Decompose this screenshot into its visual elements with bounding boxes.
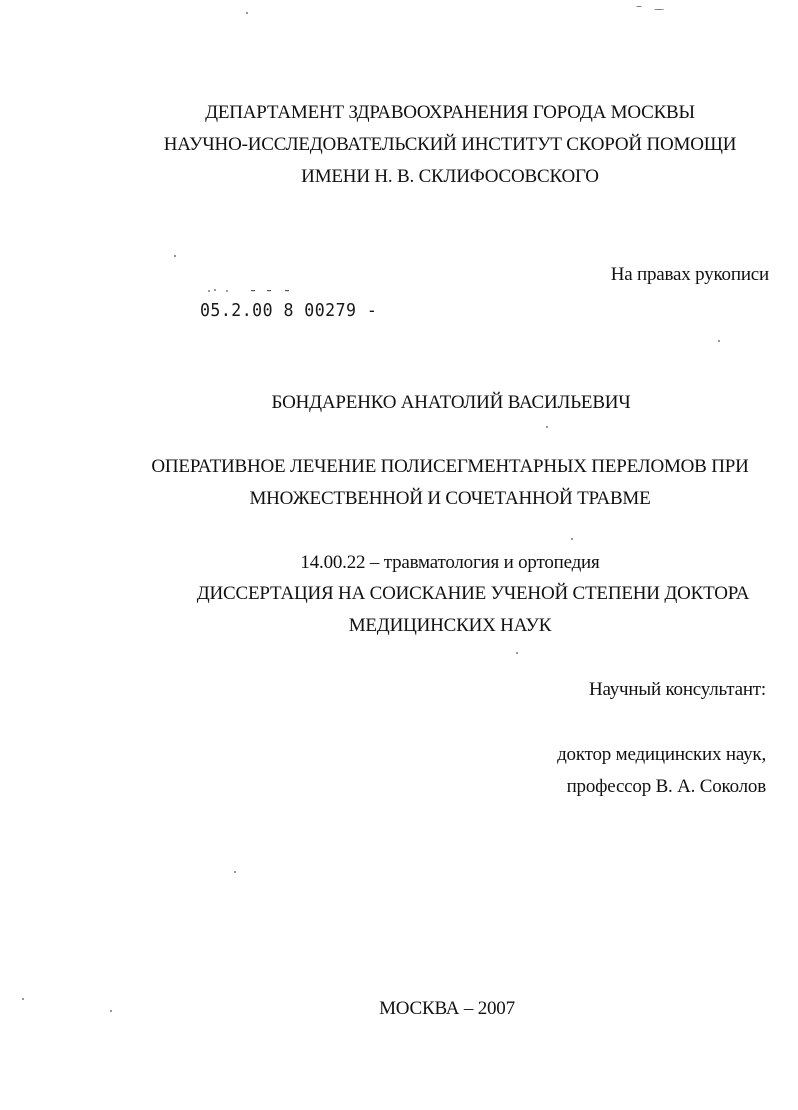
specialty: 14.00.22 – травматология и ортопедия — [300, 552, 600, 573]
consultant-degree: доктор медицинских наук, — [557, 744, 766, 765]
department-line: ДЕПАРТАМЕНТ ЗДРАВООХРАНЕНИЯ ГОРОДА МОСКВЫ — [205, 102, 695, 123]
scan-speck — [516, 652, 518, 654]
city-year: МОСКВА – 2007 — [379, 998, 515, 1019]
scan-speck — [22, 998, 24, 1000]
thesis-title-line-1: ОПЕРАТИВНОЕ ЛЕЧЕНИЕ ПОЛИСЕГМЕНТАРНЫХ ПЕРЕЛОМОВ ПРИ — [151, 456, 749, 477]
institute-name-line: ИМЕНИ Н. В. СКЛИФОСОВСКОГО — [301, 166, 599, 187]
author-name: БОНДАРЕНКО АНАТОЛИЙ ВАСИЛЬЕВИЧ — [271, 392, 631, 413]
dissertation-line-1: ДИССЕРТАЦИЯ НА СОИСКАНИЕ УЧЕНОЙ СТЕПЕНИ ДОКТОРА — [196, 583, 750, 604]
thesis-title-line-2: МНОЖЕСТВЕННОЙ И СОЧЕТАННОЙ ТРАВМЕ — [249, 488, 651, 509]
scan-speck — [546, 426, 548, 428]
scan-speck — [110, 1010, 112, 1012]
dissertation-line-2: МЕДИЦИНСКИХ НАУК — [348, 615, 552, 636]
institute-line: НАУЧНО-ИССЛЕДОВАТЕЛЬСКИЙ ИНСТИТУТ СКОРОЙ ПОМОЩИ — [163, 134, 737, 155]
scan-speck — [571, 538, 573, 540]
scan-speck — [174, 255, 176, 257]
manuscript-note: На правах рукописи — [610, 264, 769, 285]
scan-speck — [718, 340, 720, 342]
registration-stamp: 05.2.00 8 00279 - — [200, 300, 378, 321]
scan-speck — [234, 871, 236, 873]
scan-speck — [246, 12, 248, 14]
scan-speck — [654, 9, 664, 10]
consultant-name: профессор В. А. Соколов — [566, 776, 766, 797]
consultant-label: Научный консультант: — [588, 679, 766, 700]
scan-speck — [636, 6, 642, 7]
stamp-marks — [205, 288, 295, 294]
